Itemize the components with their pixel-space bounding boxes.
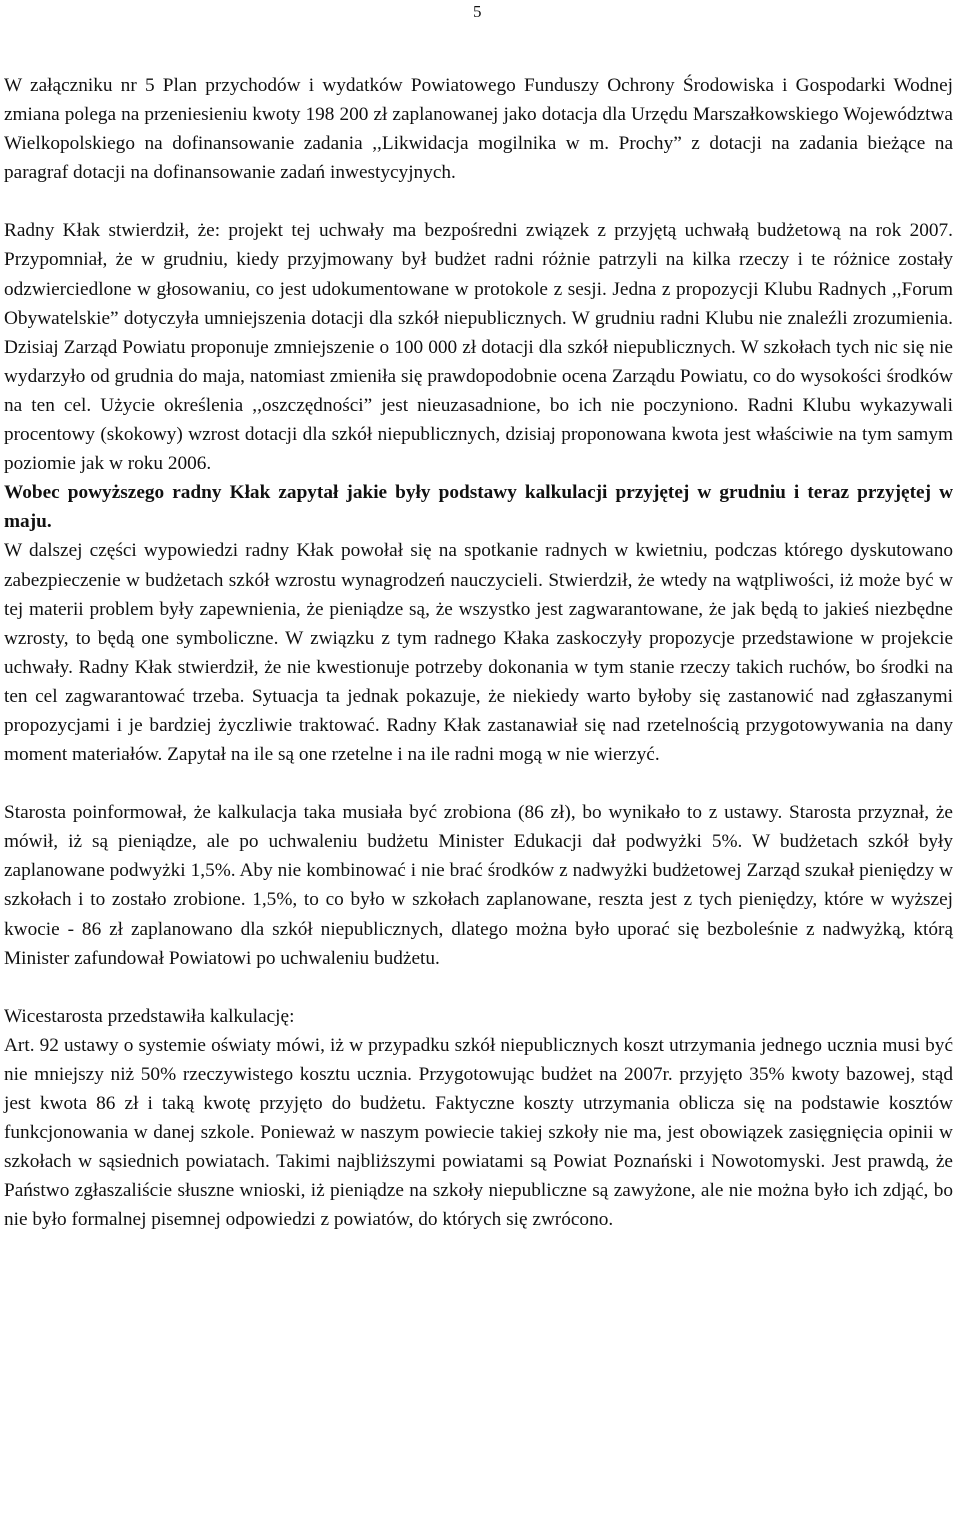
paragraph-gap [4,973,953,1002]
paragraph-wojewodztwo-transfer: W załączniku nr 5 Plan przychodów i wydatków Powiatowego Funduszy Ochrony Środowiska i Gospodarki Wodnej zmiana polega na przeniesieniu kwoty 198 200 zł zaplanowanej jako dotacja dla Urzędu Marszałkowskiego Województwa Wielkopolskiego na dofinansowanie zadania ,,Likwidacja mogilnika w m. Prochy” z dotacji na zadania bieżące na paragraf dotacji na dofinansowanie zadań inwestycyjnych. [4,75,953,184]
page-number: 5 [473,2,482,21]
paragraph-radny-klak-statement: Radny Kłak stwierdził, że: projekt tej uchwały ma bezpośredni związek z przyjętą uchwałą budżetową na rok 2007. Przypomniał, że w grudniu, kiedy przyjmowany był budżet radni różnie patrzyli na kilka rzeczy i te różnice zostały odzwierciedlone w głosowaniu, co jest udokumentowane w protokole z sesji. Jedna z propozycji Klubu Radnych ,,Forum Obywatelskie” dotyczyła umniejszenia dotacji dla szkół niepublicznych. W grudniu radni Klubu nie znaleźli zrozumienia. Dzisiaj Zarząd Powiatu proponuje zmniejszenie o 100 000 zł dotacji dla szkół niepublicznych. W szkołach tych nic się nie wydarzyło od grudnia do maja, natomiast zmieniła się prawdopodobnie ocena Zarządu Powiatu, co do wysokości środków na ten cel. Użycie określenia ,,oszczędności” jest nieuzasadnione, bo ich nie poczyniono. Radni Klubu wykazywali procentowy (skokowy) wzrost dotacji dla szkół niepublicznych, dzisiaj proponowana kwota jest właściwie na tym samym poziomie jak w roku 2006. [4,220,953,475]
paragraph-klak-continuation: W dalszej części wypowiedzi radny Kłak powołał się na spotkanie radnych w kwietniu, podczas którego dyskutowano zabezpieczenie w budżetach szkół wzrostu wynagrodzeń nauczycieli. Stwierdził, że wtedy na wątpliwości, iż może być w tej materii problem były zapewnienia, że pieniądze są, że wszystko jest zagwarantowane, że jak będą to jakieś niezbędne wzrosty, to będą one symboliczne. W związku z tym radnego Kłaka zaskoczyły propozycje przedstawione w projekcie uchwały. Radny Kłak stwierdził, że nie kwestionuje potrzeby dokonania w tym stanie rzeczy takich ruchów, bo środki na ten cel zagwarantować trzeba. Sytuacja ta jednak pokazuje, że niekiedy warto byłoby się zastanowić nad zgłaszanymi propozycjami i je bardziej życzliwie traktować. Radny Kłak zastanawiał się nad rzetelnością przygotowywania na dany moment materiałów. Zapytał na ile są one rzetelne i na ile radni mogą w nie wierzyć. [4,540,953,766]
paragraph-wicestarosta-calculation: Art. 92 ustawy o systemie oświaty mówi, iż w przypadku szkół niepublicznych koszt utrzymania jednego ucznia musi być nie mniejszy niż 50% rzeczywistego kosztu ucznia. Przygotowując budżet na 2007r. przyjęto 35% kwoty bazowej, stąd jest kwota 86 zł i taką kwotę przyjęto do budżetu. Faktyczne koszty utrzymania oblicza się na podstawie kosztów funkcjonowania w danej szkole. Ponieważ w naszym powiecie takiej szkoły nie ma, jest obowiązek zasięgnięcia opinii w szkołach w sąsiednich powiatach. Takimi najbliższymi powiatami są Powiat Poznański i Nowotomyski. Jest prawdą, że Państwo zgłaszaliście słuszne wnioski, iż pieniądze na szkoły niepubliczne są zawyżone, ale nie można było ich zdjąć, bo nie było formalnej pisemnej odpowiedzi z powiatów, do których się zwrócono. [4,1034,953,1231]
document-body [4,71,953,1234]
paragraph-gap [4,187,953,216]
paragraph-starosta-response: Starosta poinformował, że kalkulacja taka musiała być zrobiona (86 zł), bo wynikało to z ustawy. Starosta przyznał, że mówił, iż są pieniądze, ale po uchwaleniu budżetu Minister Edukacji dał podwyżki 5%. W budżetach szkół były zaplanowane podwyżki 1,5%. Aby nie kombinować i nie brać środków z nadwyżki budżetowej Zarząd szukał pieniędzy w szkołach i to zostało zrobione. 1,5%, to co było w szkołach zaplanowane, reszta jest z tych pieniędzy, które w wyższej kwocie - 86 zł zaplanowano dla szkół niepublicznych, dlatego można było uporać się bezboleśnie z nadwyżką, którą Minister zafundował Powiatowi po uchwaleniu budżetu. [4,802,953,969]
paragraph-gap [4,769,953,798]
paragraph-klak-question: Wobec powyższego radny Kłak zapytał jakie były podstawy kalkulacji przyjętej w grudniu i teraz przyjętej w maju. [4,482,953,533]
paragraph-wicestarosta-heading: Wicestarosta przedstawiła kalkulację: [4,1005,295,1027]
